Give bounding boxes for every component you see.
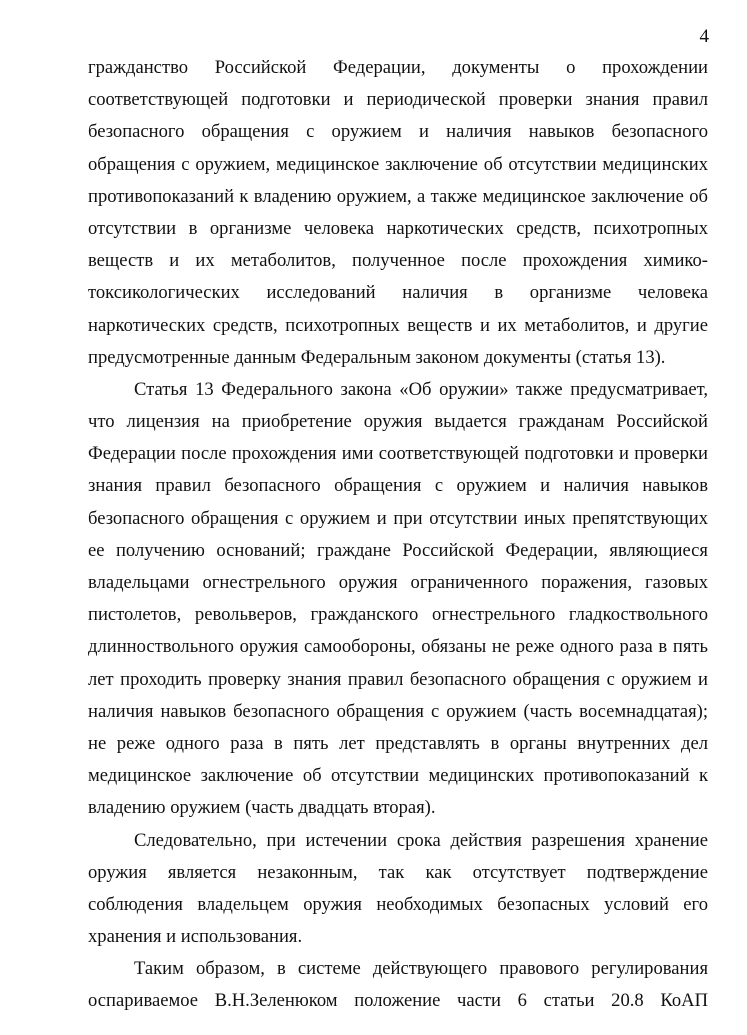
text-line: наличия навыков безопасного обращения с оружием (часть восемнадцатая); [88,700,708,722]
paragraph [88,953,708,1017]
text-line: пистолетов, револьверов, гражданского огнестрельного гладкоствольного [88,604,708,626]
text-line: противопоказаний к владению оружием, а также медицинское заключение об [88,185,708,207]
text-line: владению оружием (часть двадцать вторая). [88,797,436,819]
text-line: не реже одного раза в пять лет представлять в органы внутренних дел [88,732,708,754]
text-line: медицинское заключение об отсутствии медицинских противопоказаний к [88,765,708,787]
document-body [88,52,708,1018]
text-line: оружия является незаконным, так как отсутствует подтверждение [88,861,708,883]
text-line: Федерации после прохождения ими соответствующей подготовки и проверки [88,443,708,465]
text-line: веществ и их метаболитов, полученное после прохождения химико- [88,250,708,272]
text-line: соответствующей подготовки и периодической проверки знания правил [88,89,708,111]
page-number: 4 [699,26,709,47]
paragraph [88,374,708,825]
paragraph [88,52,708,374]
text-line: лет проходить проверку знания правил безопасного обращения с оружием и [88,668,708,690]
text-line: Статья 13 Федерального закона «Об оружии» также предусматривает, [134,378,708,400]
text-line: владельцами огнестрельного оружия ограниченного поражения, газовых [88,572,708,593]
text-line: отсутствии в организме человека наркотических средств, психотропных [88,217,708,239]
text-line: длинноствольного оружия самообороны, обязаны не реже одного раза в пять [88,636,708,658]
text-line: что лицензия на приобретение оружия выдается гражданам Российской [88,411,708,433]
paragraph [88,825,708,954]
text-line: безопасного обращения с оружием и при отсутствии иных препятствующих [88,507,708,529]
text-line: оспариваемое В.Н.Зеленюком положение части 6 статьи 20.8 КоАП [88,990,708,1012]
text-line: ее получению оснований; граждане Российской Федерации, являющиеся [88,539,708,561]
text-line: предусмотренные данным Федеральным законом документы (статья 13). [88,346,666,368]
text-line: Следовательно, при истечении срока действия разрешения хранение [134,829,708,851]
text-line: обращения с оружием, медицинское заключение об отсутствии медицинских [88,153,708,175]
text-line: безопасного обращения с оружием и наличия навыков безопасного [88,121,708,143]
text-line: знания правил безопасного обращения с оружием и наличия навыков [88,475,708,497]
text-line: соблюдения владельцем оружия необходимых безопасных условий его [88,893,708,915]
text-line: Таким образом, в системе действующего правового регулирования [134,958,708,980]
text-line: токсикологических исследований наличия в организме человека [88,282,708,304]
text-line: наркотических средств, психотропных веществ и их метаболитов, и другие [88,314,708,336]
text-line: гражданство Российской Федерации, документы о прохождении [88,57,708,78]
text-line: хранения и использования. [88,926,303,948]
